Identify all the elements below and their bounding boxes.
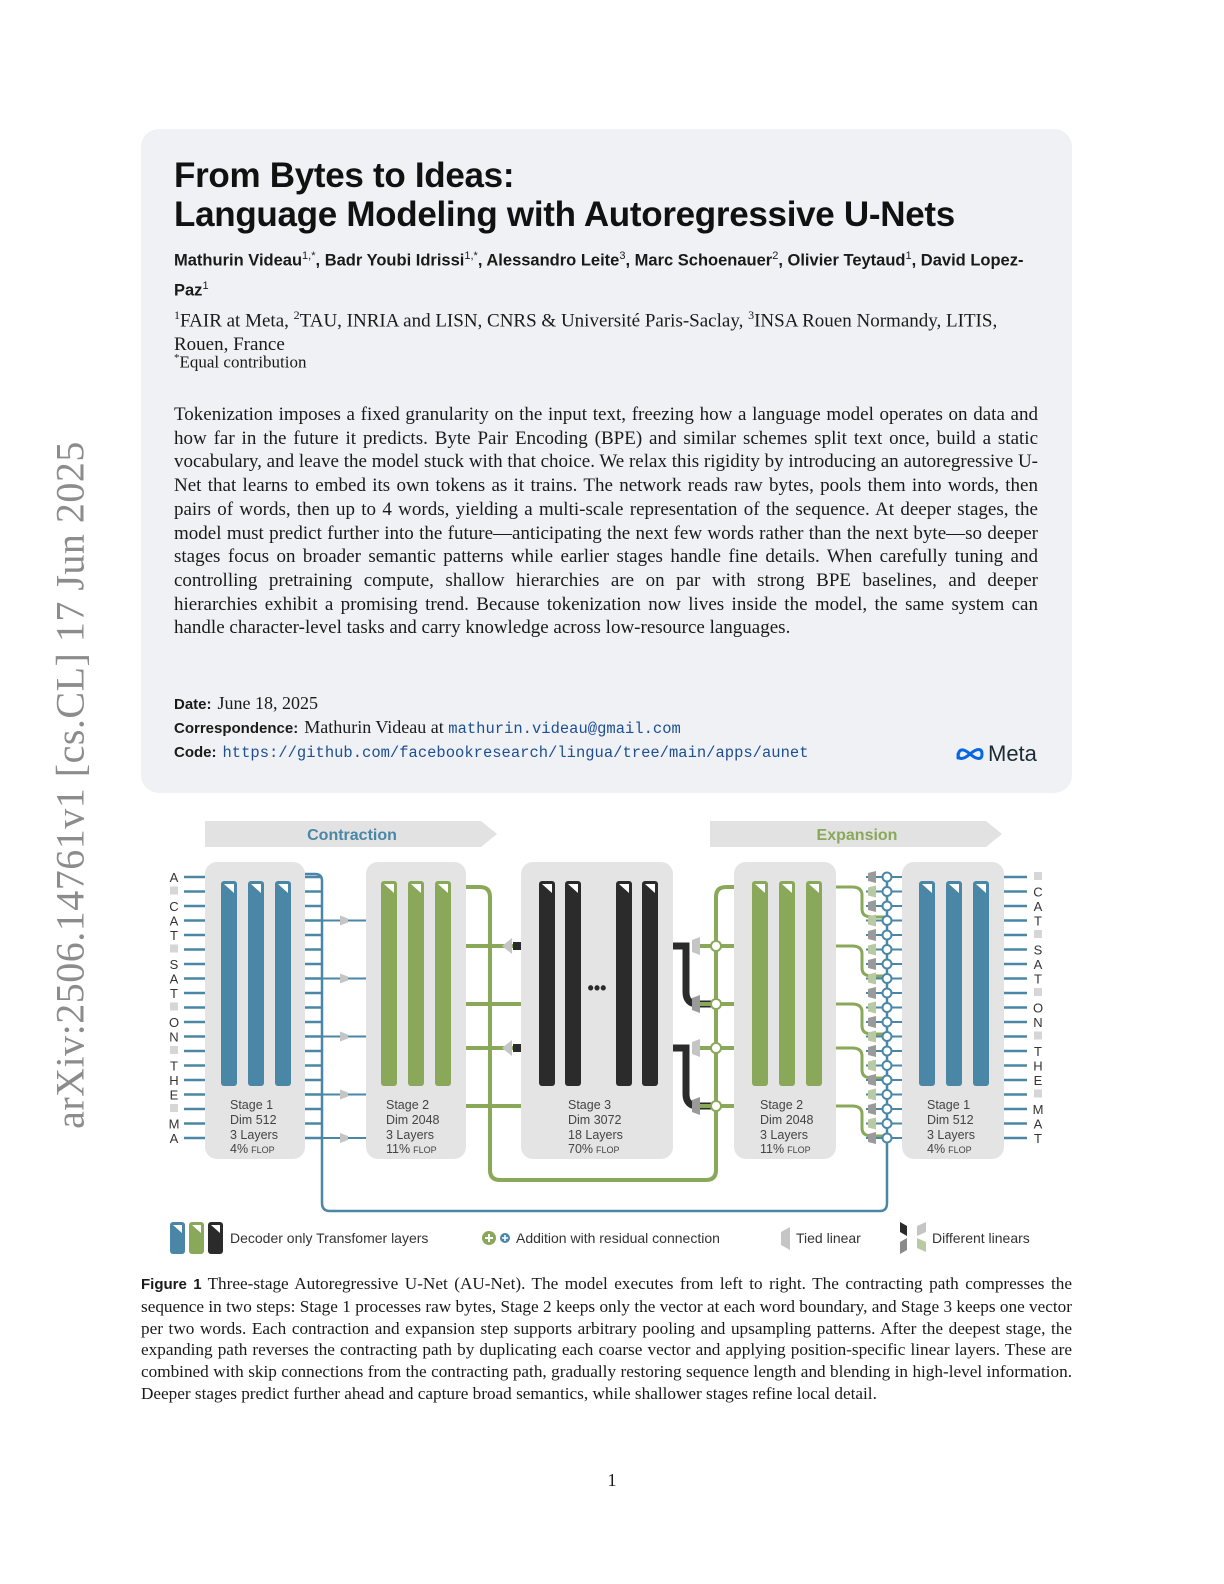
space-marker bbox=[1034, 1090, 1042, 1098]
different-linear bbox=[868, 1031, 876, 1043]
input-char: T bbox=[170, 1058, 178, 1074]
different-linear bbox=[868, 973, 876, 985]
input-char: M bbox=[168, 1116, 180, 1132]
stage-flop-unit: FLOP bbox=[948, 1145, 972, 1155]
abstract: Tokenization imposes a fixed granularity on the input text, freezing how a language model operates on data and how far in the future it predicts. Byte Pair Encoding (BPE) and similar schemes split text once, build a static vocabulary, and leave the model stuck with that choice. We relax this rigidity by introducing an autoregressive U-Net that learns to embed its own tokens as it trains. The network reads raw bytes, pools them into words, then pairs of words, then up to 4 words, yielding a multi-scale representation of the sequence. At deeper stages, the model must predict further into the future—anticipating the next few words rather than the next byte—so deeper stages focus on broader semantic patterns while earlier stages handle fine details. When carefully tuning and controlling pretraining compute, shallow hierarchies are on par with strong BPE baselines, and deeper hierarchies exhibit a promising trend. Because tokenization now lives inside the model, the same system can handle character-level tasks and carry knowledge across low-resource languages. bbox=[174, 404, 1038, 639]
code-label: Code: bbox=[174, 744, 217, 761]
pool-linear bbox=[502, 938, 512, 954]
output-char: T bbox=[1034, 971, 1042, 987]
affiliation-mark: 1 bbox=[174, 308, 180, 322]
different-linear bbox=[692, 937, 700, 955]
author-name: Badr Youbi Idrissi bbox=[324, 251, 465, 270]
stage1-layer bbox=[221, 881, 237, 1086]
residual-add bbox=[883, 902, 892, 911]
residual-add bbox=[883, 873, 892, 882]
legend-tied-label: Tied linear bbox=[796, 1230, 861, 1246]
pool-link-block bbox=[513, 1044, 521, 1052]
pool-linear bbox=[340, 1090, 348, 1100]
residual-add bbox=[883, 931, 892, 940]
author-affiliation-mark: 2 bbox=[772, 250, 779, 262]
input-char: N bbox=[169, 1029, 179, 1045]
author-name: Alessandro Leite bbox=[486, 251, 620, 270]
stage3-layer bbox=[565, 881, 581, 1086]
stage-dim: Dim 2048 bbox=[386, 1113, 440, 1127]
stage-name: Stage 1 bbox=[927, 1098, 971, 1112]
different-linear bbox=[868, 1060, 876, 1072]
different-linear bbox=[868, 1118, 876, 1130]
stage3-layer bbox=[616, 881, 632, 1086]
equal-contribution-text: Equal contribution bbox=[179, 352, 307, 372]
arxiv-identifier-stamp: arXiv:2506.14761v1 [cs.CL] 17 Jun 2025 bbox=[47, 441, 93, 1129]
space-marker bbox=[1034, 930, 1042, 938]
layer-ellipsis: ••• bbox=[587, 978, 607, 998]
stage-flop-pct: 4% bbox=[927, 1142, 946, 1156]
different-linear bbox=[692, 995, 700, 1013]
author-name: Mathurin Videau bbox=[174, 251, 303, 270]
different-linear bbox=[868, 944, 876, 956]
residual-add bbox=[883, 887, 892, 896]
output-char: E bbox=[1033, 1073, 1043, 1088]
stage-name: Stage 2 bbox=[760, 1098, 804, 1112]
different-linear bbox=[868, 886, 876, 898]
space-marker bbox=[1034, 872, 1042, 880]
stage-dim: Dim 3072 bbox=[568, 1113, 622, 1127]
stage2-layer bbox=[752, 881, 768, 1086]
input-char: A bbox=[169, 971, 179, 987]
title-line-1: From Bytes to Ideas: bbox=[174, 156, 515, 195]
stage-layers: 3 Layers bbox=[230, 1128, 278, 1142]
stage2-layer bbox=[779, 881, 795, 1086]
space-marker bbox=[170, 945, 178, 953]
legend-addition-label: Addition with residual connection bbox=[516, 1230, 720, 1246]
stage-layers: 3 Layers bbox=[760, 1128, 808, 1142]
input-char: O bbox=[168, 1015, 180, 1030]
legend-different-linear-icon bbox=[900, 1238, 907, 1254]
author-name: Olivier Teytaud bbox=[787, 251, 906, 270]
input-char: A bbox=[169, 870, 179, 885]
author-affiliation-mark: 1,* bbox=[464, 250, 478, 262]
residual-add bbox=[883, 1061, 892, 1070]
stage-flop-unit: FLOP bbox=[251, 1145, 275, 1155]
input-char: T bbox=[170, 928, 178, 943]
different-linear bbox=[868, 1103, 876, 1115]
output-char: H bbox=[1033, 1058, 1043, 1074]
output-char: C bbox=[1033, 884, 1043, 900]
banners bbox=[205, 821, 1002, 847]
caption-label: Figure 1 bbox=[141, 1276, 202, 1293]
residual-add bbox=[883, 916, 892, 925]
residual-add bbox=[711, 1043, 721, 1053]
stage-layers: 3 Layers bbox=[386, 1128, 434, 1142]
author-affiliation-mark: 1 bbox=[905, 250, 912, 262]
meta-logo-text: Meta bbox=[988, 741, 1037, 766]
legend-decoder-label: Decoder only Transfomer layers bbox=[230, 1230, 429, 1246]
affiliation-mark: 2 bbox=[293, 308, 300, 322]
residual-add bbox=[883, 1018, 892, 1027]
different-linear bbox=[868, 915, 876, 927]
different-linear bbox=[868, 871, 876, 883]
stage-layers: 18 Layers bbox=[568, 1128, 623, 1142]
different-linear bbox=[868, 1002, 876, 1014]
output-char: S bbox=[1033, 942, 1043, 958]
code-url-link[interactable]: https://github.com/facebookresearch/lingua/tree/main/apps/aunet bbox=[222, 744, 809, 762]
upsample-path bbox=[673, 1048, 716, 1106]
author-name: David Lopez-Paz bbox=[174, 251, 1024, 299]
different-linear bbox=[868, 1089, 876, 1101]
output-char: T bbox=[1034, 1044, 1042, 1059]
title-line-2: Language Modeling with Autoregressive U-Nets bbox=[174, 195, 955, 234]
space-marker bbox=[170, 887, 178, 895]
space-marker bbox=[170, 1046, 178, 1054]
output-char: A bbox=[1033, 957, 1043, 972]
space-marker bbox=[170, 1104, 178, 1112]
stage-flop-unit: FLOP bbox=[596, 1145, 620, 1155]
stage-name: Stage 3 bbox=[568, 1098, 612, 1112]
stage2-layer bbox=[806, 881, 822, 1086]
input-char: A bbox=[169, 913, 179, 929]
stage-name: Stage 1 bbox=[230, 1098, 274, 1112]
stage-flop-pct: 11% bbox=[760, 1142, 785, 1156]
output-char: N bbox=[1033, 1015, 1043, 1030]
upsample-branch bbox=[836, 1048, 887, 1078]
residual-add bbox=[883, 1090, 892, 1099]
stage-flop-pct: 11% bbox=[386, 1142, 411, 1156]
stage-flop-pct: 70% bbox=[568, 1142, 594, 1156]
stage-flop-pct: 4% bbox=[230, 1142, 249, 1156]
residual-add bbox=[883, 960, 892, 969]
stage1-layer bbox=[248, 881, 264, 1086]
different-linear bbox=[868, 958, 876, 970]
input-char: A bbox=[169, 1131, 179, 1146]
output-char: T bbox=[1034, 1131, 1042, 1146]
affiliation-text: INSA Rouen Normandy, LITIS, Rouen, France bbox=[174, 310, 998, 356]
stage-layers: 3 Layers bbox=[927, 1128, 975, 1142]
stage-dim: Dim 512 bbox=[927, 1113, 974, 1127]
input-char: S bbox=[169, 957, 179, 972]
stage1-layer bbox=[919, 881, 935, 1086]
different-linear bbox=[868, 1016, 876, 1028]
upsample-branch bbox=[836, 1106, 887, 1136]
residual-add bbox=[883, 1134, 892, 1143]
input-char: E bbox=[169, 1087, 179, 1103]
space-marker bbox=[170, 1003, 178, 1011]
legend-different-linear-icon bbox=[900, 1222, 907, 1236]
author-affiliation-mark: 1 bbox=[202, 279, 209, 292]
different-linear bbox=[868, 1045, 876, 1057]
stage-flop-unit: FLOP bbox=[787, 1145, 811, 1155]
output-char: A bbox=[1033, 1116, 1043, 1132]
different-linear bbox=[868, 929, 876, 941]
correspondence-value: Mathurin Videau at bbox=[304, 717, 444, 737]
date-label: Date: bbox=[174, 696, 212, 713]
residual-add bbox=[883, 1105, 892, 1114]
pool-linear bbox=[340, 1133, 348, 1143]
stage-flop bbox=[927, 1142, 972, 1156]
output-char: A bbox=[1033, 899, 1043, 914]
space-marker bbox=[1034, 988, 1042, 996]
date-value: June 18, 2025 bbox=[217, 693, 319, 713]
stage3-layer bbox=[539, 881, 555, 1086]
residual-add bbox=[883, 989, 892, 998]
pool-linear bbox=[340, 974, 348, 984]
stage-dim: Dim 512 bbox=[230, 1113, 277, 1127]
legend-tied-linear-icon bbox=[781, 1227, 790, 1250]
different-linear bbox=[692, 1039, 700, 1057]
pool-link-block bbox=[513, 942, 521, 950]
residual-add bbox=[883, 974, 892, 983]
figure-caption bbox=[141, 1273, 1072, 1405]
stage2-layer bbox=[435, 881, 451, 1086]
affiliation-text: TAU, INRIA and LISN, CNRS & Université Paris-Saclay, bbox=[299, 310, 749, 332]
residual-add bbox=[883, 1047, 892, 1056]
residual-add bbox=[883, 1119, 892, 1128]
pool-linear bbox=[502, 1040, 512, 1056]
expansion-label: Expansion bbox=[816, 827, 898, 844]
stage-name: Stage 2 bbox=[386, 1098, 430, 1112]
residual-add bbox=[711, 1101, 721, 1111]
correspondence-email-link[interactable]: mathurin.videau@gmail.com bbox=[448, 720, 681, 738]
author-affiliation-mark: 1,* bbox=[302, 250, 316, 262]
legend-different-linear-icon bbox=[917, 1222, 926, 1236]
upsample-path bbox=[673, 946, 716, 1004]
stage1-layer bbox=[973, 881, 989, 1086]
residual-add bbox=[711, 999, 721, 1009]
output-char: T bbox=[1034, 913, 1042, 929]
legend-different-linear-icon bbox=[917, 1238, 926, 1252]
different-linear bbox=[692, 1097, 700, 1115]
affiliation-text: FAIR at Meta, bbox=[180, 310, 294, 332]
residual-add bbox=[883, 945, 892, 954]
author-affiliation-mark: 3 bbox=[619, 250, 626, 262]
equal-contribution-mark: * bbox=[174, 352, 180, 364]
figure-legend bbox=[170, 1222, 1030, 1254]
legend-different-label: Different linears bbox=[932, 1230, 1030, 1246]
affiliation-mark: 3 bbox=[748, 308, 755, 322]
different-linear bbox=[868, 1074, 876, 1086]
stage-flop-unit: FLOP bbox=[413, 1145, 437, 1155]
different-linear bbox=[868, 1132, 876, 1144]
contraction-label: Contraction bbox=[307, 827, 397, 844]
author-name: Marc Schoenauer bbox=[634, 251, 773, 270]
output-char: M bbox=[1032, 1102, 1044, 1117]
pool-linear bbox=[340, 916, 348, 926]
stage1-layer bbox=[275, 881, 291, 1086]
different-linear bbox=[868, 987, 876, 999]
author-list: Mathurin Videau$^{1,*}$, Badr Youbi Idrissi$^{1,*}$, Alessandro Leite$^3$, Marc Schoenauer$^2$, Olivier Teytaud$^1$, David Lopez-Paz$^1$ bbox=[174, 250, 1024, 299]
input-char: T bbox=[170, 986, 178, 1001]
correspondence-label: Correspondence: bbox=[174, 720, 299, 737]
stage-flop bbox=[230, 1142, 275, 1156]
input-char: C bbox=[169, 899, 179, 914]
caption-text: Three-stage Autoregressive U-Net (AU-Net). The model executes from left to right. The contracting path compresses the sequence in two steps: Stage 1 processes raw bytes, Stage 2 keeps only the vector at each word boundary, and Stage 3 keeps one vector per two words. Each contraction and expansion step supports arbitrary pooling and upsampling patterns. After the deepest stage, the expanding path reverses the contracting path by duplicating each coarse vector and applying position-specific linear layers. These are combined with skip connections from the contracting path, gradually restoring sequence length and blending in high-level information. Deeper stages predict further ahead and capture broad semantics, while shallower stages refine local detail. bbox=[141, 1274, 1072, 1403]
residual-add bbox=[883, 1076, 892, 1085]
input-char: H bbox=[169, 1073, 179, 1088]
residual-add bbox=[711, 941, 721, 951]
stage1-layer bbox=[946, 881, 962, 1086]
stage3-layer bbox=[642, 881, 658, 1086]
output-char: O bbox=[1032, 1000, 1044, 1016]
pool-linear bbox=[340, 1032, 348, 1042]
stage2-layer bbox=[381, 881, 397, 1086]
residual-add bbox=[883, 1032, 892, 1041]
stage2-layer bbox=[408, 881, 424, 1086]
different-linear bbox=[868, 900, 876, 912]
residual-add bbox=[883, 1003, 892, 1012]
stage-dim: Dim 2048 bbox=[760, 1113, 814, 1127]
space-marker bbox=[1034, 1032, 1042, 1040]
page-number: 1 bbox=[607, 1470, 617, 1490]
